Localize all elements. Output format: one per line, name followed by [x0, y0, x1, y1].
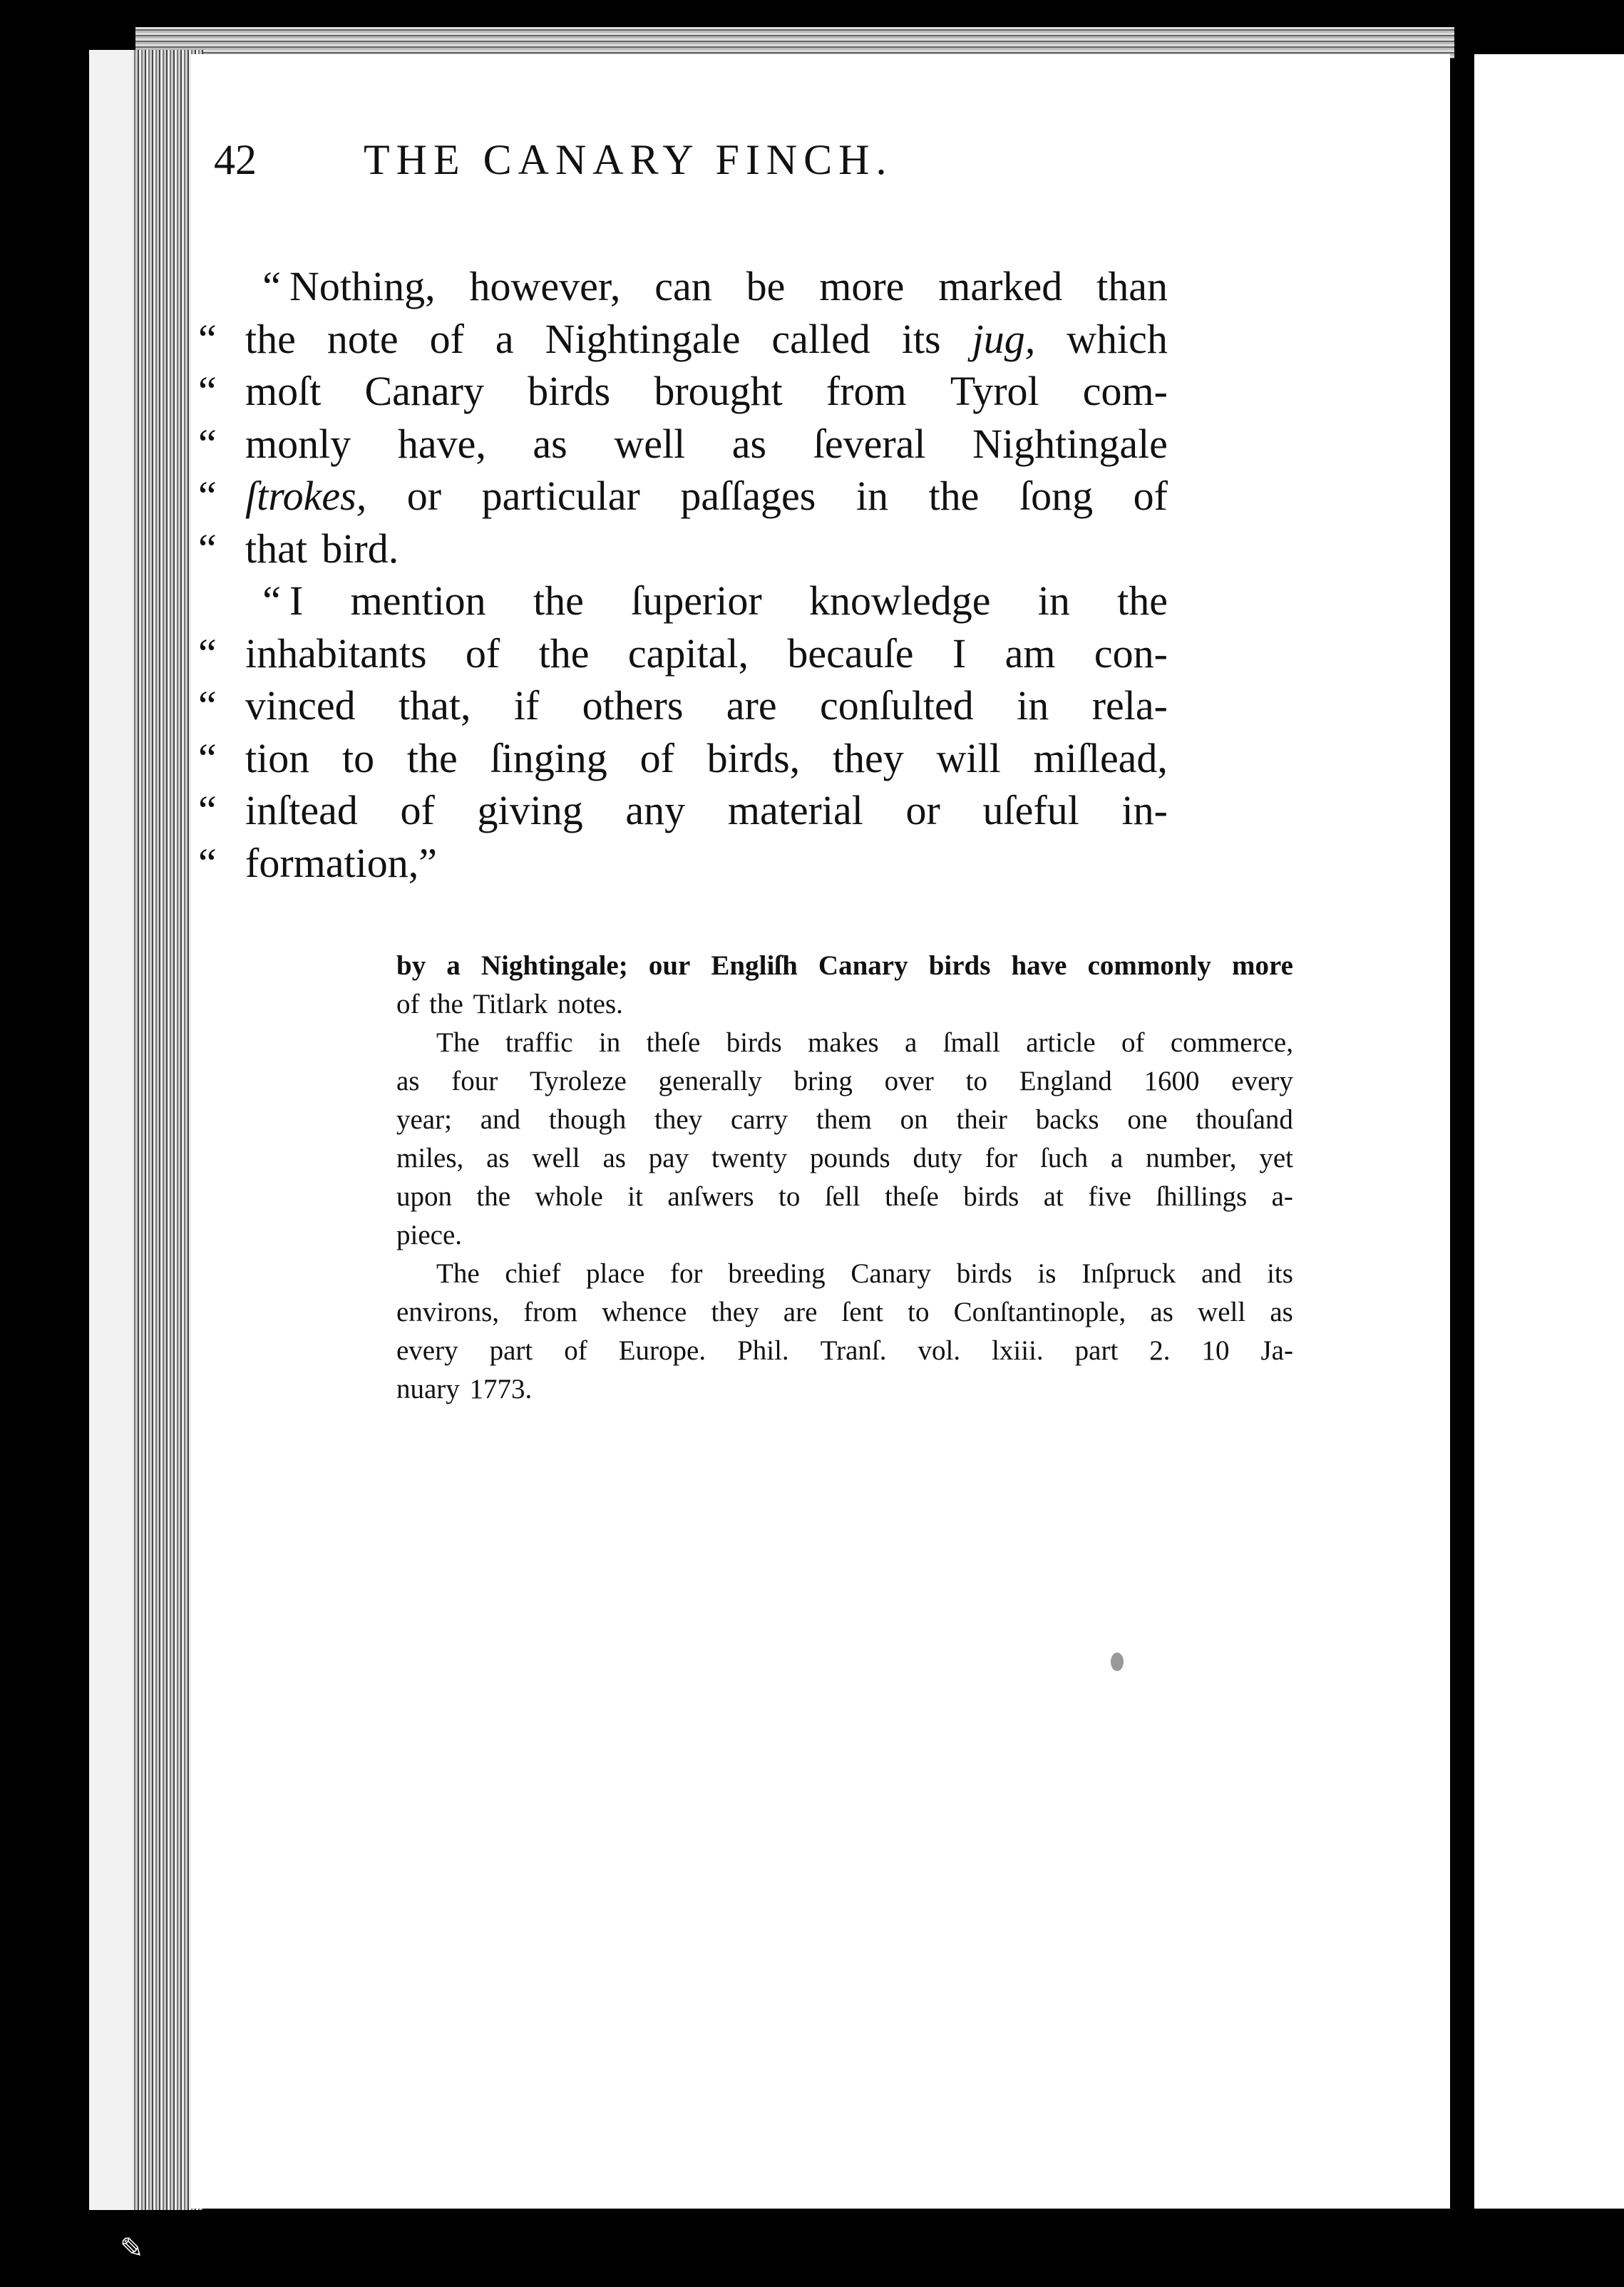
- word: anſwers: [667, 1181, 754, 1212]
- word: year;: [396, 1104, 452, 1135]
- passage-line: [198, 470, 1168, 523]
- word: by: [396, 950, 426, 981]
- word: be: [746, 263, 786, 309]
- word: more: [819, 263, 905, 309]
- note-line: [396, 1255, 1293, 1293]
- word: in-: [1121, 787, 1168, 833]
- word: rela-: [1091, 682, 1168, 729]
- word: of: [1121, 1027, 1145, 1058]
- word: as: [1270, 1297, 1293, 1327]
- passage-line: [198, 418, 1168, 471]
- word: as: [731, 420, 767, 467]
- word: conſulted: [819, 682, 974, 729]
- word: for: [985, 1143, 1018, 1173]
- word: monly: [245, 420, 351, 467]
- word: I: [952, 629, 967, 677]
- page-header: [214, 135, 1126, 200]
- word: Tyrol: [950, 368, 1039, 414]
- word: capital,: [627, 629, 749, 677]
- word: backs: [1035, 1104, 1099, 1135]
- word: inſtead: [245, 787, 358, 833]
- word: it: [627, 1181, 643, 1212]
- word: of: [639, 734, 674, 781]
- word: and: [1201, 1258, 1242, 1289]
- adjacent-page-edge: [1474, 54, 1624, 2209]
- word: commonly: [1087, 950, 1211, 981]
- word: jug,: [972, 315, 1036, 362]
- footnote-text: [396, 947, 1293, 1409]
- note-line: [396, 985, 1293, 1024]
- passage-line: [198, 260, 1168, 313]
- quoted-passage: [198, 260, 1168, 889]
- passage-line-text: [245, 732, 1168, 785]
- passage-line-text: [245, 470, 1168, 523]
- passage-line-text: [245, 418, 1168, 471]
- word: however,: [469, 263, 621, 309]
- word: the: [928, 473, 980, 519]
- word: Nightingale: [545, 315, 741, 362]
- word: for: [670, 1258, 703, 1289]
- word: that,: [398, 682, 471, 729]
- word: of: [564, 1335, 587, 1366]
- word: Canary: [850, 1258, 932, 1289]
- word: in: [1017, 682, 1049, 729]
- word: note: [327, 315, 399, 362]
- word: Tyroleze: [530, 1066, 627, 1096]
- word: in: [598, 1027, 621, 1058]
- word: the: [533, 577, 584, 624]
- word: will: [936, 734, 1001, 781]
- word: traffic: [505, 1027, 573, 1058]
- word: ſuch: [1039, 1143, 1089, 1173]
- word: can: [654, 263, 712, 309]
- word: and: [480, 1104, 521, 1135]
- word: Conſtantinople,: [953, 1297, 1126, 1327]
- word: any: [625, 787, 686, 833]
- word: or: [905, 787, 940, 833]
- word: birds,: [706, 734, 801, 781]
- passage-line-text: [289, 260, 1168, 313]
- word: to: [965, 1066, 988, 1096]
- quote-mark: “: [198, 473, 217, 519]
- word: knowledge: [808, 577, 991, 624]
- word: The: [436, 1027, 480, 1058]
- word: the: [538, 629, 590, 677]
- word: environs,: [396, 1297, 500, 1327]
- word: commerce,: [1170, 1027, 1293, 1058]
- word: nuary: [396, 1374, 460, 1404]
- word: as: [486, 1143, 510, 1173]
- word: the: [406, 734, 458, 781]
- word: of: [400, 787, 435, 833]
- note-line: [396, 1024, 1293, 1062]
- passage-line: [198, 679, 1168, 732]
- word: four: [451, 1066, 498, 1096]
- word: Nightingale;: [480, 950, 628, 981]
- note-line: [396, 1293, 1293, 1332]
- word: they: [711, 1297, 759, 1327]
- word: birds: [726, 1027, 782, 1058]
- quote-mark: “: [198, 682, 217, 729]
- word: ſhillings: [1156, 1181, 1248, 1212]
- word: Canary: [364, 368, 484, 414]
- word: as: [396, 1066, 420, 1096]
- word: birds: [956, 1258, 1012, 1289]
- word: well: [614, 420, 686, 467]
- word: the: [245, 315, 296, 362]
- word: they: [654, 1104, 703, 1135]
- word: twenty: [711, 1143, 788, 1173]
- passage-line-text: [245, 365, 1168, 418]
- word: miles,: [396, 1143, 464, 1173]
- note-line: [396, 1062, 1293, 1101]
- word: five: [1088, 1181, 1131, 1212]
- word: as: [1150, 1297, 1173, 1327]
- passage-line: [198, 627, 1168, 680]
- word: well: [532, 1143, 580, 1173]
- word: ſeveral: [813, 420, 926, 467]
- word: one: [1127, 1104, 1168, 1135]
- word: ſmall: [942, 1027, 1000, 1058]
- word: to: [908, 1297, 930, 1327]
- passage-line-text: [245, 627, 1168, 680]
- word: chief: [505, 1258, 561, 1289]
- word: mention: [350, 577, 486, 624]
- word: 1600: [1144, 1066, 1200, 1096]
- word: England: [1019, 1066, 1112, 1096]
- word: which: [1067, 315, 1168, 362]
- passage-line: [198, 732, 1168, 785]
- word: than: [1096, 263, 1168, 309]
- word: inhabitants: [245, 629, 427, 677]
- word: ſent: [841, 1297, 884, 1327]
- note-line: [396, 1370, 1293, 1409]
- word: upon: [396, 1181, 452, 1212]
- word: a: [446, 950, 461, 981]
- quote-mark: “: [198, 420, 217, 467]
- word: particular: [481, 473, 640, 519]
- passage-line: [198, 575, 1168, 627]
- word: theſe: [885, 1181, 939, 1212]
- word: am: [1004, 629, 1056, 677]
- word: becauſe: [787, 629, 914, 677]
- page-number: 42: [214, 136, 257, 183]
- word: or: [406, 473, 442, 519]
- word: ſinging: [490, 734, 607, 781]
- word: paſſages: [680, 473, 816, 519]
- word: the: [476, 1181, 511, 1212]
- word: from: [826, 368, 907, 414]
- quote-mark: “: [198, 315, 217, 362]
- word: birds: [928, 950, 991, 981]
- word: place: [586, 1258, 645, 1289]
- word: notes.: [557, 989, 623, 1019]
- passage-line: [198, 365, 1168, 418]
- word: them: [816, 1104, 872, 1135]
- word: Inſpruck: [1081, 1258, 1176, 1289]
- word: vinced: [245, 682, 356, 729]
- word: whence: [602, 1297, 687, 1327]
- word: 2.: [1149, 1335, 1171, 1366]
- passage-line: [198, 837, 1168, 890]
- word: part: [1074, 1335, 1119, 1366]
- word: ſtrokes,: [245, 473, 367, 519]
- passage-line-text: [245, 523, 1168, 575]
- word: vol.: [918, 1335, 961, 1366]
- word: from: [523, 1297, 578, 1327]
- scan-corner-mark: ✎: [120, 2232, 144, 2264]
- word: on: [900, 1104, 928, 1135]
- word: are: [726, 682, 777, 729]
- note-line: [396, 1101, 1293, 1139]
- word: its: [901, 315, 941, 362]
- ink-smudge: [1111, 1653, 1124, 1671]
- word: duty: [913, 1143, 962, 1173]
- word: birds: [528, 368, 611, 414]
- word: its: [1267, 1258, 1293, 1289]
- word: thouſand: [1196, 1104, 1293, 1135]
- quote-mark: “: [198, 629, 217, 677]
- quote-mark: “: [198, 787, 217, 833]
- word: birds: [963, 1181, 1019, 1212]
- word: pay: [648, 1143, 689, 1173]
- quote-mark: “: [198, 525, 217, 572]
- word: theſe: [646, 1027, 701, 1058]
- word: piece.: [396, 1220, 463, 1250]
- word: of: [1133, 473, 1168, 519]
- word: makes: [808, 1027, 879, 1058]
- running-title: THE CANARY FINCH.: [364, 136, 893, 183]
- word: if: [513, 682, 540, 729]
- word: though: [548, 1104, 627, 1135]
- word: called: [771, 315, 870, 362]
- passage-line: [198, 313, 1168, 366]
- word: well: [1198, 1297, 1246, 1327]
- word: marked: [938, 263, 1063, 309]
- word: 10: [1201, 1335, 1230, 1366]
- note-line: [396, 1332, 1293, 1370]
- quote-mark: “: [198, 368, 217, 414]
- word: are: [783, 1297, 818, 1327]
- passage-line-text: [245, 784, 1168, 837]
- word: moſt: [245, 368, 322, 414]
- word: is: [1037, 1258, 1057, 1289]
- word: a: [495, 315, 514, 362]
- word: generally: [658, 1066, 762, 1096]
- word: as: [533, 420, 567, 467]
- word: lxiii.: [992, 1335, 1044, 1366]
- word: ſell: [824, 1181, 860, 1212]
- word: The: [436, 1258, 480, 1289]
- word: their: [956, 1104, 1007, 1135]
- word: number,: [1146, 1143, 1237, 1173]
- word: miſlead,: [1033, 734, 1168, 781]
- word: giving: [477, 787, 583, 833]
- word: they: [832, 734, 904, 781]
- word: Phil.: [737, 1335, 789, 1366]
- word: Nothing,: [289, 263, 436, 309]
- word: of: [396, 989, 420, 1019]
- note-line: [396, 1139, 1293, 1178]
- word: to: [778, 1181, 801, 1212]
- word: in: [1037, 577, 1070, 624]
- word: Tranſ.: [820, 1335, 887, 1366]
- note-line: [396, 1178, 1293, 1216]
- word: pounds: [809, 1143, 890, 1173]
- word: at: [1043, 1181, 1064, 1212]
- word: I: [289, 577, 304, 624]
- word: bring: [793, 1066, 853, 1096]
- word: material: [727, 787, 863, 833]
- word: brought: [654, 368, 783, 414]
- word: every: [396, 1335, 458, 1366]
- word: a: [1110, 1143, 1124, 1173]
- word: formation,”: [245, 839, 437, 886]
- note-line: [396, 1216, 1293, 1255]
- word: whole: [535, 1181, 603, 1212]
- word: of: [465, 629, 500, 677]
- passage-line: [198, 523, 1168, 575]
- word: ſong: [1019, 473, 1094, 519]
- word: ſuperior: [631, 577, 762, 624]
- page-stack-left-light: [89, 50, 132, 2210]
- word: uſeful: [982, 787, 1079, 833]
- passage-line-text: [245, 679, 1168, 732]
- word: Nightingale: [972, 420, 1168, 467]
- word: our: [648, 950, 691, 981]
- word: have,: [397, 420, 486, 467]
- word: more: [1231, 950, 1293, 981]
- word: over: [884, 1066, 934, 1096]
- word: every: [1231, 1066, 1293, 1096]
- passage-line-text: [289, 575, 1168, 627]
- word: Europe.: [618, 1335, 706, 1366]
- word: Engliſh: [711, 950, 798, 981]
- word: that: [245, 525, 307, 572]
- passage-line-text: [245, 313, 1168, 366]
- word: a: [905, 1027, 918, 1058]
- word: 1773.: [469, 1374, 533, 1404]
- word: as: [602, 1143, 626, 1173]
- word: article: [1026, 1027, 1096, 1058]
- word: others: [582, 682, 684, 729]
- quote-mark: “: [262, 577, 281, 624]
- quote-mark: “: [198, 734, 217, 781]
- word: Canary: [818, 950, 908, 981]
- word: Titlark: [473, 989, 548, 1019]
- word: yet: [1259, 1143, 1293, 1173]
- passage-line-text: [245, 837, 1168, 890]
- word: con-: [1094, 629, 1168, 677]
- word: of: [429, 315, 464, 362]
- word: carry: [730, 1104, 788, 1135]
- word: a-: [1271, 1181, 1293, 1212]
- word: Ja-: [1260, 1335, 1293, 1366]
- word: have: [1011, 950, 1067, 981]
- word: to: [341, 734, 375, 781]
- note-line: [396, 947, 1293, 985]
- word: the: [429, 989, 463, 1019]
- word: com-: [1082, 368, 1168, 414]
- word: tion: [245, 734, 310, 781]
- passage-line: [198, 784, 1168, 837]
- word: in: [855, 473, 889, 519]
- word: the: [1117, 577, 1168, 624]
- quote-mark: “: [262, 263, 281, 309]
- quote-mark: “: [198, 839, 217, 886]
- word: bird.: [322, 525, 399, 572]
- word: breeding: [728, 1258, 826, 1289]
- word: part: [489, 1335, 533, 1366]
